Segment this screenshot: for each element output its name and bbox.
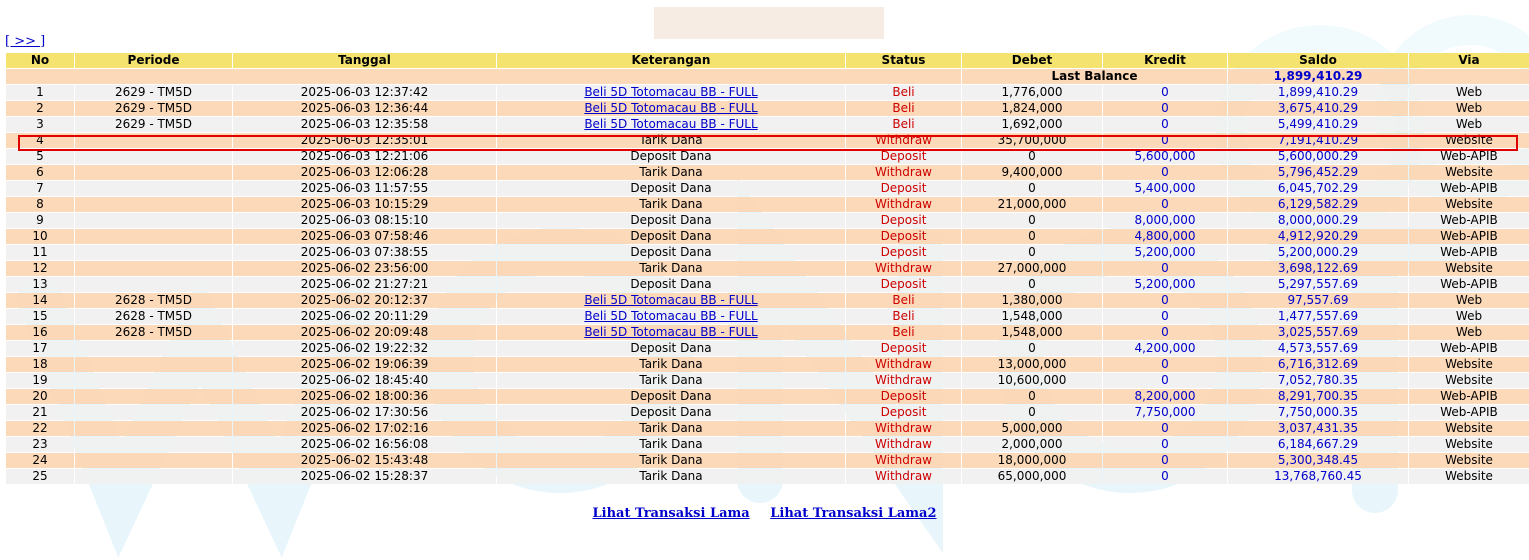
cell-debet: 0	[962, 149, 1102, 164]
cell-via: Website	[1409, 453, 1529, 468]
column-header-debet: Debet	[962, 53, 1102, 68]
cell-no: 18	[6, 357, 74, 372]
cell-periode	[75, 277, 232, 292]
cell-kredit: 5,200,000	[1103, 245, 1227, 260]
cell-saldo: 5,499,410.29	[1228, 117, 1408, 132]
cell-debet: 0	[962, 405, 1102, 420]
table-row	[6, 341, 1529, 356]
table-row	[6, 245, 1529, 260]
cell-no: 2	[6, 101, 74, 116]
cell-tanggal: 2025-06-03 07:38:55	[233, 245, 496, 260]
cell-debet: 35,700,000	[962, 133, 1102, 148]
cell-keterangan: Deposit Dana	[497, 149, 845, 164]
cell-kredit: 5,400,000	[1103, 181, 1227, 196]
cell-keterangan: Tarik Dana	[497, 453, 845, 468]
cell-periode: 2628 - TM5D	[75, 325, 232, 340]
table-row	[6, 197, 1529, 212]
cell-kredit: 0	[1103, 117, 1227, 132]
last-balance-row	[6, 69, 1529, 84]
cell-tanggal: 2025-06-03 12:21:06	[233, 149, 496, 164]
bet-detail-link[interactable]: Beli 5D Totomacau BB - FULL	[584, 117, 758, 131]
cell-no: 22	[6, 421, 74, 436]
table-row	[6, 277, 1529, 292]
cell-saldo: 5,200,000.29	[1228, 245, 1408, 260]
cell-periode: 2629 - TM5D	[75, 85, 232, 100]
cell-debet: 18,000,000	[962, 453, 1102, 468]
cell-periode	[75, 133, 232, 148]
cell-no: 20	[6, 389, 74, 404]
table-row	[6, 165, 1529, 180]
column-header-no: No	[6, 53, 74, 68]
cell-periode	[75, 165, 232, 180]
cell-periode	[75, 213, 232, 228]
cell-kredit: 0	[1103, 309, 1227, 324]
cell-saldo: 3,698,122.69	[1228, 261, 1408, 276]
table-row	[6, 325, 1529, 340]
cell-kredit: 4,200,000	[1103, 341, 1227, 356]
cell-saldo: 3,037,431.35	[1228, 421, 1408, 436]
cell-periode	[75, 405, 232, 420]
cell-debet: 10,600,000	[962, 373, 1102, 388]
cell-saldo: 6,045,702.29	[1228, 181, 1408, 196]
cell-debet: 0	[962, 213, 1102, 228]
cell-tanggal: 2025-06-02 16:56:08	[233, 437, 496, 452]
cell-periode	[75, 373, 232, 388]
cell-kredit: 0	[1103, 421, 1227, 436]
cell-debet: 0	[962, 181, 1102, 196]
cell-tanggal: 2025-06-03 12:35:58	[233, 117, 496, 132]
cell-status: Beli	[846, 85, 961, 100]
table-header-row	[6, 53, 1529, 68]
cell-status: Deposit	[846, 389, 961, 404]
cell-via: Web-APIB	[1409, 405, 1529, 420]
cell-tanggal: 2025-06-02 20:11:29	[233, 309, 496, 324]
table-row	[6, 469, 1529, 484]
table-row	[6, 309, 1529, 324]
cell-status: Deposit	[846, 149, 961, 164]
cell-tanggal: 2025-06-02 19:06:39	[233, 357, 496, 372]
cell-keterangan	[497, 85, 845, 100]
cell-periode: 2629 - TM5D	[75, 101, 232, 116]
cell-no: 8	[6, 197, 74, 212]
cell-tanggal: 2025-06-02 15:28:37	[233, 469, 496, 484]
cell-kredit: 0	[1103, 373, 1227, 388]
cell-tanggal: 2025-06-02 17:02:16	[233, 421, 496, 436]
last-balance-label: Last Balance	[962, 69, 1227, 84]
transaction-table	[5, 52, 1529, 485]
cell-via: Web	[1409, 101, 1529, 116]
cell-tanggal: 2025-06-03 10:15:29	[233, 197, 496, 212]
cell-tanggal: 2025-06-02 20:12:37	[233, 293, 496, 308]
cell-status: Withdraw	[846, 469, 961, 484]
cell-kredit: 0	[1103, 261, 1227, 276]
cell-no: 17	[6, 341, 74, 356]
table-row	[6, 85, 1529, 100]
cell-no: 24	[6, 453, 74, 468]
cell-kredit: 7,750,000	[1103, 405, 1227, 420]
table-row	[6, 453, 1529, 468]
cell-status: Deposit	[846, 245, 961, 260]
cell-status: Withdraw	[846, 197, 961, 212]
cell-tanggal: 2025-06-02 18:45:40	[233, 373, 496, 388]
cell-tanggal: 2025-06-02 20:09:48	[233, 325, 496, 340]
cell-status: Beli	[846, 309, 961, 324]
cell-periode	[75, 453, 232, 468]
cell-kredit: 0	[1103, 133, 1227, 148]
cell-no: 21	[6, 405, 74, 420]
old-transactions-link-2[interactable]: Lihat Transaksi Lama2	[770, 506, 937, 521]
cell-saldo: 5,600,000.29	[1228, 149, 1408, 164]
cell-no: 14	[6, 293, 74, 308]
cell-debet: 1,548,000	[962, 325, 1102, 340]
cell-tanggal: 2025-06-03 08:15:10	[233, 213, 496, 228]
cell-via: Website	[1409, 373, 1529, 388]
cell-debet: 9,400,000	[962, 165, 1102, 180]
cell-periode	[75, 245, 232, 260]
cell-debet: 1,824,000	[962, 101, 1102, 116]
cell-periode	[75, 341, 232, 356]
column-header-saldo: Saldo	[1228, 53, 1408, 68]
table-row	[6, 261, 1529, 276]
cell-debet: 27,000,000	[962, 261, 1102, 276]
table-row	[6, 229, 1529, 244]
old-transactions-link[interactable]: Lihat Transaksi Lama	[592, 506, 750, 521]
cell-via: Web	[1409, 325, 1529, 340]
cell-saldo: 3,025,557.69	[1228, 325, 1408, 340]
cell-periode	[75, 437, 232, 452]
cell-kredit: 0	[1103, 357, 1227, 372]
cell-via: Web-APIB	[1409, 245, 1529, 260]
cell-debet: 0	[962, 341, 1102, 356]
cell-no: 19	[6, 373, 74, 388]
cell-tanggal: 2025-06-02 21:27:21	[233, 277, 496, 292]
cell-periode	[75, 469, 232, 484]
bet-detail-link[interactable]: Beli 5D Totomacau BB - FULL	[584, 293, 758, 307]
table-row	[6, 373, 1529, 388]
cell-no: 3	[6, 117, 74, 132]
cell-periode	[75, 421, 232, 436]
cell-debet: 1,776,000	[962, 85, 1102, 100]
cell-keterangan	[497, 309, 845, 324]
cell-keterangan: Tarik Dana	[497, 469, 845, 484]
cell-periode	[75, 261, 232, 276]
cell-saldo: 1,899,410.29	[1228, 85, 1408, 100]
cell-no: 7	[6, 181, 74, 196]
cell-tanggal: 2025-06-03 12:35:01	[233, 133, 496, 148]
cell-via: Web	[1409, 117, 1529, 132]
cell-via: Website	[1409, 165, 1529, 180]
cell-keterangan	[497, 101, 845, 116]
cell-keterangan: Deposit Dana	[497, 405, 845, 420]
cell-no: 9	[6, 213, 74, 228]
table-row	[6, 181, 1529, 196]
cell-status: Beli	[846, 101, 961, 116]
cell-status: Withdraw	[846, 133, 961, 148]
cell-via: Website	[1409, 261, 1529, 276]
cell-debet: 1,548,000	[962, 309, 1102, 324]
cell-periode	[75, 197, 232, 212]
cell-tanggal: 2025-06-02 17:30:56	[233, 405, 496, 420]
cell-status: Beli	[846, 117, 961, 132]
cell-via: Website	[1409, 133, 1529, 148]
cell-periode: 2629 - TM5D	[75, 117, 232, 132]
cell-via: Web	[1409, 293, 1529, 308]
column-header-status: Status	[846, 53, 961, 68]
cell-saldo: 5,300,348.45	[1228, 453, 1408, 468]
cell-kredit: 0	[1103, 469, 1227, 484]
table-row	[6, 101, 1529, 116]
cell-keterangan: Tarik Dana	[497, 357, 845, 372]
cell-status: Deposit	[846, 341, 961, 356]
cell-saldo: 6,184,667.29	[1228, 437, 1408, 452]
footer-links	[0, 506, 1529, 521]
table-row	[6, 437, 1529, 452]
cell-no: 6	[6, 165, 74, 180]
cell-saldo: 7,052,780.35	[1228, 373, 1408, 388]
cell-via: Website	[1409, 421, 1529, 436]
cell-periode: 2628 - TM5D	[75, 309, 232, 324]
cell-saldo: 6,129,582.29	[1228, 197, 1408, 212]
cell-via: Web-APIB	[1409, 181, 1529, 196]
cell-via: Website	[1409, 197, 1529, 212]
cell-tanggal: 2025-06-02 18:00:36	[233, 389, 496, 404]
cell-debet: 21,000,000	[962, 197, 1102, 212]
cell-keterangan: Deposit Dana	[497, 213, 845, 228]
cell-tanggal: 2025-06-03 11:57:55	[233, 181, 496, 196]
cell-kredit: 5,600,000	[1103, 149, 1227, 164]
cell-via: Website	[1409, 357, 1529, 372]
cell-saldo: 8,000,000.29	[1228, 213, 1408, 228]
cell-no: 13	[6, 277, 74, 292]
cell-keterangan: Tarik Dana	[497, 373, 845, 388]
cell-via: Web	[1409, 85, 1529, 100]
table-row	[6, 117, 1529, 132]
cell-status: Deposit	[846, 181, 961, 196]
table-row	[6, 389, 1529, 404]
last-balance-value: 1,899,410.29	[1228, 69, 1408, 84]
cell-tanggal: 2025-06-02 23:56:00	[233, 261, 496, 276]
cell-via: Web-APIB	[1409, 341, 1529, 356]
cell-tanggal: 2025-06-03 12:06:28	[233, 165, 496, 180]
cell-tanggal: 2025-06-02 19:22:32	[233, 341, 496, 356]
cell-keterangan: Tarik Dana	[497, 437, 845, 452]
cell-no: 25	[6, 469, 74, 484]
table-row	[6, 293, 1529, 308]
cell-status: Deposit	[846, 405, 961, 420]
cell-saldo: 8,291,700.35	[1228, 389, 1408, 404]
cell-debet: 1,380,000	[962, 293, 1102, 308]
cell-no: 12	[6, 261, 74, 276]
cell-kredit: 0	[1103, 453, 1227, 468]
column-header-keterangan: Keterangan	[497, 53, 845, 68]
cell-keterangan: Tarik Dana	[497, 261, 845, 276]
table-row	[6, 405, 1529, 420]
bet-detail-link[interactable]: Beli 5D Totomacau BB - FULL	[584, 101, 758, 115]
cell-no: 15	[6, 309, 74, 324]
cell-saldo: 4,573,557.69	[1228, 341, 1408, 356]
cell-no: 4	[6, 133, 74, 148]
cell-debet: 0	[962, 277, 1102, 292]
cell-kredit: 8,000,000	[1103, 213, 1227, 228]
cell-no: 10	[6, 229, 74, 244]
last-balance-spacer	[6, 69, 961, 84]
table-row	[6, 357, 1529, 372]
cell-via: Web-APIB	[1409, 389, 1529, 404]
next-page-link[interactable]: [ >> ]	[5, 34, 46, 49]
cell-keterangan: Tarik Dana	[497, 133, 845, 148]
cell-keterangan: Deposit Dana	[497, 181, 845, 196]
cell-status: Deposit	[846, 213, 961, 228]
cell-debet: 0	[962, 245, 1102, 260]
cell-status: Withdraw	[846, 373, 961, 388]
cell-kredit: 0	[1103, 197, 1227, 212]
cell-no: 16	[6, 325, 74, 340]
cell-via: Web-APIB	[1409, 277, 1529, 292]
cell-status: Deposit	[846, 229, 961, 244]
cell-debet: 1,692,000	[962, 117, 1102, 132]
cell-saldo: 6,716,312.69	[1228, 357, 1408, 372]
cell-tanggal: 2025-06-03 07:58:46	[233, 229, 496, 244]
cell-status: Deposit	[846, 277, 961, 292]
cell-via: Website	[1409, 469, 1529, 484]
cell-debet: 5,000,000	[962, 421, 1102, 436]
cell-keterangan: Deposit Dana	[497, 341, 845, 356]
cell-keterangan: Deposit Dana	[497, 229, 845, 244]
cell-no: 5	[6, 149, 74, 164]
bet-detail-link[interactable]: Beli 5D Totomacau BB - FULL	[584, 325, 758, 339]
cell-via: Web	[1409, 309, 1529, 324]
cell-keterangan: Tarik Dana	[497, 165, 845, 180]
cell-status: Beli	[846, 325, 961, 340]
cell-kredit: 0	[1103, 437, 1227, 452]
cell-periode	[75, 181, 232, 196]
cell-saldo: 13,768,760.45	[1228, 469, 1408, 484]
bet-detail-link[interactable]: Beli 5D Totomacau BB - FULL	[584, 85, 758, 99]
cell-no: 1	[6, 85, 74, 100]
cell-keterangan: Tarik Dana	[497, 421, 845, 436]
cell-saldo: 3,675,410.29	[1228, 101, 1408, 116]
cell-status: Beli	[846, 293, 961, 308]
cell-via: Web-APIB	[1409, 149, 1529, 164]
column-header-kredit: Kredit	[1103, 53, 1227, 68]
cell-no: 11	[6, 245, 74, 260]
cell-tanggal: 2025-06-02 15:43:48	[233, 453, 496, 468]
cell-status: Withdraw	[846, 357, 961, 372]
cell-tanggal: 2025-06-03 12:36:44	[233, 101, 496, 116]
table-row	[6, 421, 1529, 436]
cell-debet: 0	[962, 389, 1102, 404]
cell-periode	[75, 229, 232, 244]
cell-periode	[75, 357, 232, 372]
cell-debet: 13,000,000	[962, 357, 1102, 372]
cell-keterangan: Deposit Dana	[497, 245, 845, 260]
cell-status: Withdraw	[846, 421, 961, 436]
cell-kredit: 0	[1103, 101, 1227, 116]
cell-status: Withdraw	[846, 165, 961, 180]
cell-keterangan: Deposit Dana	[497, 389, 845, 404]
cell-periode	[75, 149, 232, 164]
cell-kredit: 0	[1103, 85, 1227, 100]
cell-saldo: 4,912,920.29	[1228, 229, 1408, 244]
cell-debet: 0	[962, 229, 1102, 244]
bet-detail-link[interactable]: Beli 5D Totomacau BB - FULL	[584, 309, 758, 323]
cell-status: Withdraw	[846, 453, 961, 468]
cell-no: 23	[6, 437, 74, 452]
cell-saldo: 7,191,410.29	[1228, 133, 1408, 148]
column-header-via: Via	[1409, 53, 1529, 68]
cell-keterangan	[497, 293, 845, 308]
cell-debet: 65,000,000	[962, 469, 1102, 484]
last-balance-via	[1409, 69, 1529, 84]
cell-tanggal: 2025-06-03 12:37:42	[233, 85, 496, 100]
cell-status: Withdraw	[846, 261, 961, 276]
cell-kredit: 0	[1103, 293, 1227, 308]
cell-keterangan: Deposit Dana	[497, 277, 845, 292]
cell-saldo: 7,750,000.35	[1228, 405, 1408, 420]
cell-via: Website	[1409, 437, 1529, 452]
cell-kredit: 0	[1103, 325, 1227, 340]
cell-periode: 2628 - TM5D	[75, 293, 232, 308]
table-row	[6, 149, 1529, 164]
column-header-tanggal: Tanggal	[233, 53, 496, 68]
cell-status: Withdraw	[846, 437, 961, 452]
table-row	[6, 133, 1529, 148]
cell-keterangan	[497, 325, 845, 340]
cell-via: Web-APIB	[1409, 213, 1529, 228]
cell-kredit: 0	[1103, 165, 1227, 180]
cell-saldo: 97,557.69	[1228, 293, 1408, 308]
cell-debet: 2,000,000	[962, 437, 1102, 452]
cell-saldo: 5,297,557.69	[1228, 277, 1408, 292]
table-row	[6, 213, 1529, 228]
cell-via: Web-APIB	[1409, 229, 1529, 244]
cell-kredit: 5,200,000	[1103, 277, 1227, 292]
cell-keterangan: Tarik Dana	[497, 197, 845, 212]
cell-saldo: 1,477,557.69	[1228, 309, 1408, 324]
cell-kredit: 8,200,000	[1103, 389, 1227, 404]
cell-kredit: 4,800,000	[1103, 229, 1227, 244]
cell-keterangan	[497, 117, 845, 132]
column-header-periode: Periode	[75, 53, 232, 68]
header-banner	[654, 7, 884, 39]
cell-periode	[75, 389, 232, 404]
cell-saldo: 5,796,452.29	[1228, 165, 1408, 180]
